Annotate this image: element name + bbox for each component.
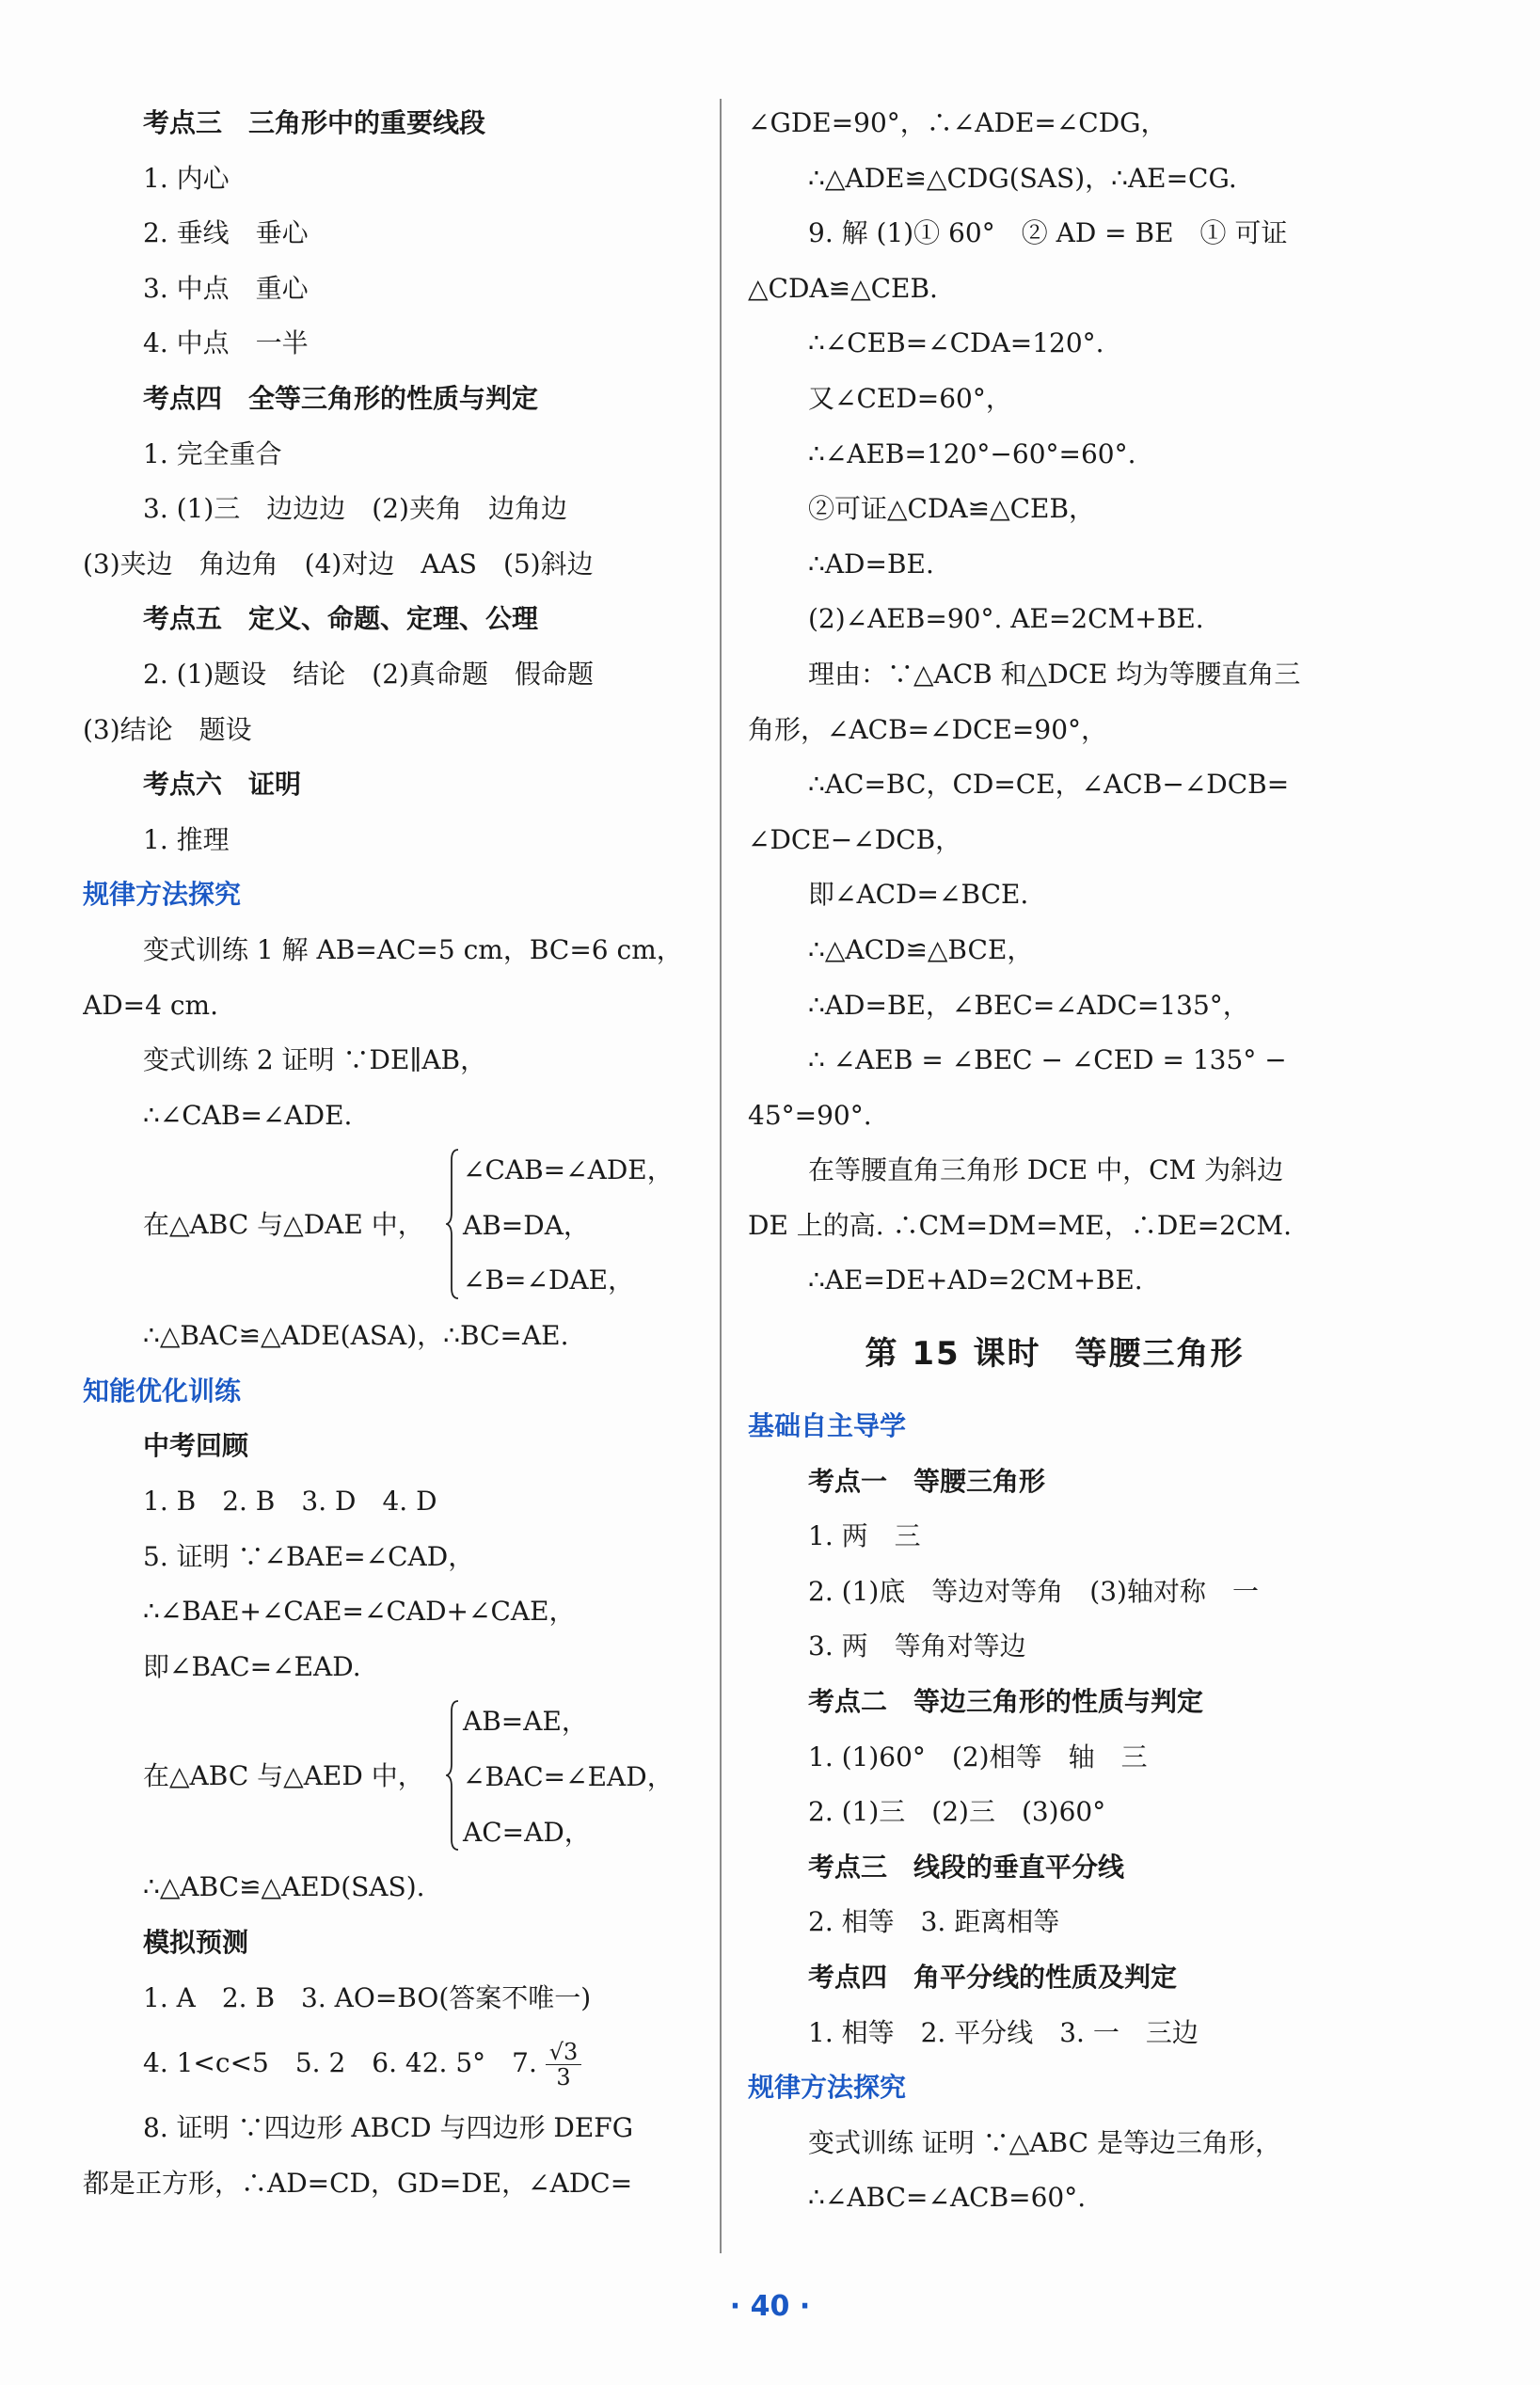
answer-line: 在等腰直角三角形 DCE 中，CM 为斜边 bbox=[808, 1154, 1284, 1186]
fraction-denominator: 3 bbox=[556, 2064, 571, 2091]
lesson-title: 第 15 课时 等腰三角形 bbox=[865, 1335, 1245, 1374]
system-row: ∠BAC=∠EAD， bbox=[463, 1761, 674, 1793]
system-lead-text: 在△ABC 与△DAE 中， bbox=[143, 1209, 424, 1241]
answer-line: 45°=90°. bbox=[748, 1099, 872, 1131]
answer-line: 变式训练 证明 ∵△ABC 是等边三角形， bbox=[808, 2126, 1281, 2158]
answer-line: 即∠BAC=∠EAD. bbox=[143, 1650, 361, 1682]
column-divider bbox=[720, 99, 722, 2253]
system-row: AB=AE， bbox=[463, 1706, 588, 1738]
equation-system bbox=[83, 1143, 696, 1309]
system-row: ∠CAB=∠ADE， bbox=[463, 1154, 674, 1186]
answer-line: ∴∠BAE+∠CAE=∠CAD+∠CAE， bbox=[143, 1596, 576, 1628]
blue-section-title: 规律方法探究 bbox=[748, 2072, 907, 2104]
answer-line: ∴ ∠AEB = ∠BEC − ∠CED = 135° − bbox=[808, 1044, 1287, 1076]
system-row: AB=DA， bbox=[463, 1209, 590, 1241]
answer-line: 4. 中点 一半 bbox=[143, 327, 309, 359]
answer-line: ∴AE=DE+AD=2CM+BE. bbox=[808, 1264, 1143, 1296]
answer-line: △CDA≌△CEB. bbox=[748, 272, 938, 304]
answer-line: 5. 证明 ∵∠BAE=∠CAD， bbox=[143, 1540, 475, 1572]
answer-line: 2. (1)三 (2)三 (3)60° bbox=[808, 1796, 1106, 1828]
answer-line: 2. (1)题设 结论 (2)真命题 假命题 bbox=[143, 658, 594, 690]
subsection-heading: 模拟预测 bbox=[143, 1927, 249, 1959]
system-row: AC=AD， bbox=[463, 1816, 591, 1848]
answer-line: ∴∠CEB=∠CDA=120°. bbox=[808, 327, 1104, 359]
blue-section-title: 基础自主导学 bbox=[748, 1410, 907, 1442]
answer-line: ∴AD=BE，∠BEC=∠ADC=135°， bbox=[808, 989, 1249, 1021]
section-heading: 考点四 全等三角形的性质与判定 bbox=[143, 382, 539, 414]
answer-line: 1. 推理 bbox=[143, 823, 230, 855]
answer-line bbox=[83, 2026, 696, 2101]
answer-line: 变式训练 2 证明 ∵DE∥AB， bbox=[143, 1044, 487, 1076]
answer-line: ∴AC=BC，CD=CE，∠ACB−∠DCB= bbox=[808, 769, 1290, 801]
answer-line: 2. 相等 3. 距离相等 bbox=[808, 1906, 1060, 1938]
answer-line: 变式训练 1 解 AB=AC=5 cm，BC=6 cm， bbox=[143, 933, 683, 965]
answer-line: 3. 中点 重心 bbox=[143, 272, 309, 304]
answer-line: ∠GDE=90°，∴∠ADE=∠CDG， bbox=[748, 107, 1167, 138]
left-brace-icon bbox=[446, 1149, 459, 1299]
fraction-numerator: √3 bbox=[546, 2040, 582, 2065]
answer-line: 1. 相等 2. 平分线 3. 一 三边 bbox=[808, 2016, 1199, 2048]
answer-line: (3)结论 题设 bbox=[83, 713, 252, 745]
answer-line: 1. 内心 bbox=[143, 162, 230, 194]
answer-line: ∴∠AEB=120°−60°=60°. bbox=[808, 437, 1136, 469]
answer-line: AD=4 cm. bbox=[83, 989, 218, 1021]
answer-line: 又∠CED=60°， bbox=[808, 382, 1012, 414]
answer-line: 都是正方形，∴AD=CD，GD=DE，∠ADC= bbox=[83, 2167, 633, 2199]
answer-line: DE 上的高. ∴CM=DM=ME，∴DE=2CM. bbox=[748, 1209, 1292, 1241]
page-number: · 40 · bbox=[729, 2290, 811, 2323]
answer-line: 9. 解 (1)① 60° ② AD = BE ① 可证 bbox=[808, 217, 1288, 249]
fraction bbox=[546, 2040, 582, 2090]
answer-line: ∴△ABC≌△AED(SAS). bbox=[143, 1871, 425, 1903]
left-brace-icon bbox=[446, 1700, 459, 1851]
answer-line: 3. 两 等角对等边 bbox=[808, 1630, 1026, 1662]
blue-section-title: 规律方法探究 bbox=[83, 879, 242, 911]
answer-line: ②可证△CDA≌△CEB， bbox=[808, 493, 1096, 525]
answer-line: ∴△ACD≌△BCE， bbox=[808, 933, 1034, 965]
answer-line: ∠DCE−∠DCB， bbox=[748, 823, 962, 855]
left-column bbox=[83, 96, 696, 2211]
answer-line: ∴△BAC≌△ADE(ASA)，∴BC=AE. bbox=[143, 1320, 569, 1352]
system-row: ∠B=∠DAE， bbox=[463, 1264, 635, 1296]
section-heading: 考点四 角平分线的性质及判定 bbox=[808, 1962, 1178, 1993]
answer-line: 8. 证明 ∵四边形 ABCD 与四边形 DEFG bbox=[143, 2112, 634, 2144]
answer-line: (2)∠AEB=90°. AE=2CM+BE. bbox=[808, 603, 1204, 635]
answer-line: 理由：∵△ACB 和△DCE 均为等腰直角三 bbox=[808, 658, 1301, 690]
answer-line: ∴△ADE≌△CDG(SAS)，∴AE=CG. bbox=[808, 162, 1237, 194]
answer-line: 1. B 2. B 3. D 4. D bbox=[143, 1486, 437, 1518]
answer-text: 4. 1<c<5 5. 2 6. 42. 5° 7. bbox=[143, 2047, 537, 2079]
subsection-heading: 中考回顾 bbox=[143, 1430, 249, 1462]
answer-line: 角形，∠ACB=∠DCE=90°， bbox=[748, 713, 1108, 745]
system-lead-text: 在△ABC 与△AED 中， bbox=[143, 1760, 424, 1792]
answer-line: 1. (1)60° (2)相等 轴 三 bbox=[808, 1741, 1148, 1773]
blue-section-title: 知能优化训练 bbox=[83, 1375, 242, 1407]
answer-line: ∴∠ABC=∠ACB=60°. bbox=[808, 2182, 1087, 2214]
answer-line: (3)夹边 角边角 (4)对边 AAS (5)斜边 bbox=[83, 548, 594, 580]
section-heading: 考点六 证明 bbox=[143, 769, 302, 801]
section-heading: 考点五 定义、命题、定理、公理 bbox=[143, 603, 539, 635]
answer-line: ∴AD=BE. bbox=[808, 548, 934, 580]
section-heading: 考点三 线段的垂直平分线 bbox=[808, 1851, 1125, 1883]
right-column bbox=[748, 96, 1361, 2226]
section-heading: 考点一 等腰三角形 bbox=[808, 1465, 1046, 1497]
answer-line: 2. (1)底 等边对等角 (3)轴对称 一 bbox=[808, 1575, 1259, 1607]
answer-line: 即∠ACD=∠BCE. bbox=[808, 879, 1029, 911]
section-heading: 考点二 等边三角形的性质与判定 bbox=[808, 1686, 1204, 1718]
answer-line: 2. 垂线 垂心 bbox=[143, 217, 309, 249]
answer-line: ∴∠CAB=∠ADE. bbox=[143, 1099, 353, 1131]
section-heading: 考点三 三角形中的重要线段 bbox=[143, 107, 486, 138]
answer-line: 1. 两 三 bbox=[808, 1520, 921, 1552]
answer-line: 1. A 2. B 3. AO=BO(答案不唯一) bbox=[143, 1981, 592, 2013]
equation-system bbox=[83, 1694, 696, 1860]
answer-line: 3. (1)三 边边边 (2)夹角 边角边 bbox=[143, 493, 567, 525]
answer-line: 1. 完全重合 bbox=[143, 437, 282, 469]
